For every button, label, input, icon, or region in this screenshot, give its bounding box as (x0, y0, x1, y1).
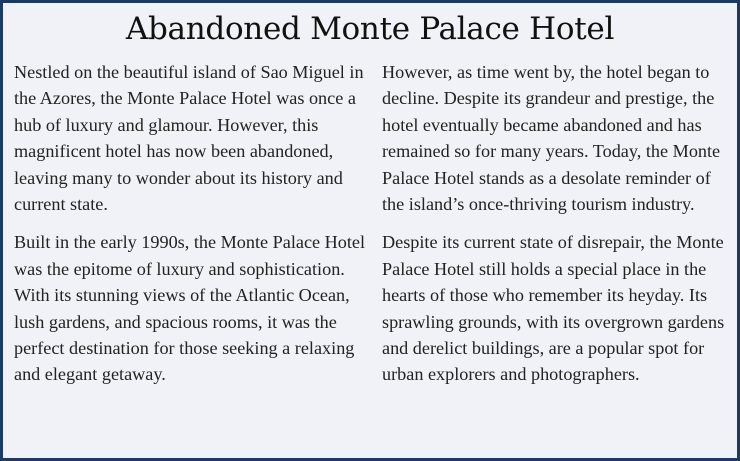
right-column (382, 59, 734, 400)
paragraph-history: Built in the early 1990s, the Monte Palace Hotel was the epitome of luxury and sophistication. With its stunning views of the Atlantic Ocean, lush gardens, and spacious rooms, it was the perfect destination for those seeking a relaxing and elegant getaway. (14, 232, 366, 385)
paragraph-intro: Nestled on the beautiful island of Sao Miguel in the Azores, the Monte Palace Hotel was once a hub of luxury and glamour. However, this magnificent hotel has now been abandoned, leaving many to wonder about its history and current state. (14, 62, 364, 215)
paragraph-today: Despite its current state of disrepair, the Monte Palace Hotel still holds a special place in the hearts of those who remember its heyday. Its sprawling grounds, with its overgrown gardens and derelict buildings, are a popular spot for urban explorers and photographers. (382, 232, 725, 385)
page-title: Abandoned Monte Palace Hotel (125, 11, 615, 47)
left-column (14, 59, 366, 400)
paragraph-decline: However, as time went by, the hotel began to decline. Despite its grandeur and prestige, the hotel eventually became abandoned and has remained so for many years. Today, the Monte Palace Hotel stands as a desolate reminder of the island’s once-thriving tourism industry. (382, 62, 721, 215)
